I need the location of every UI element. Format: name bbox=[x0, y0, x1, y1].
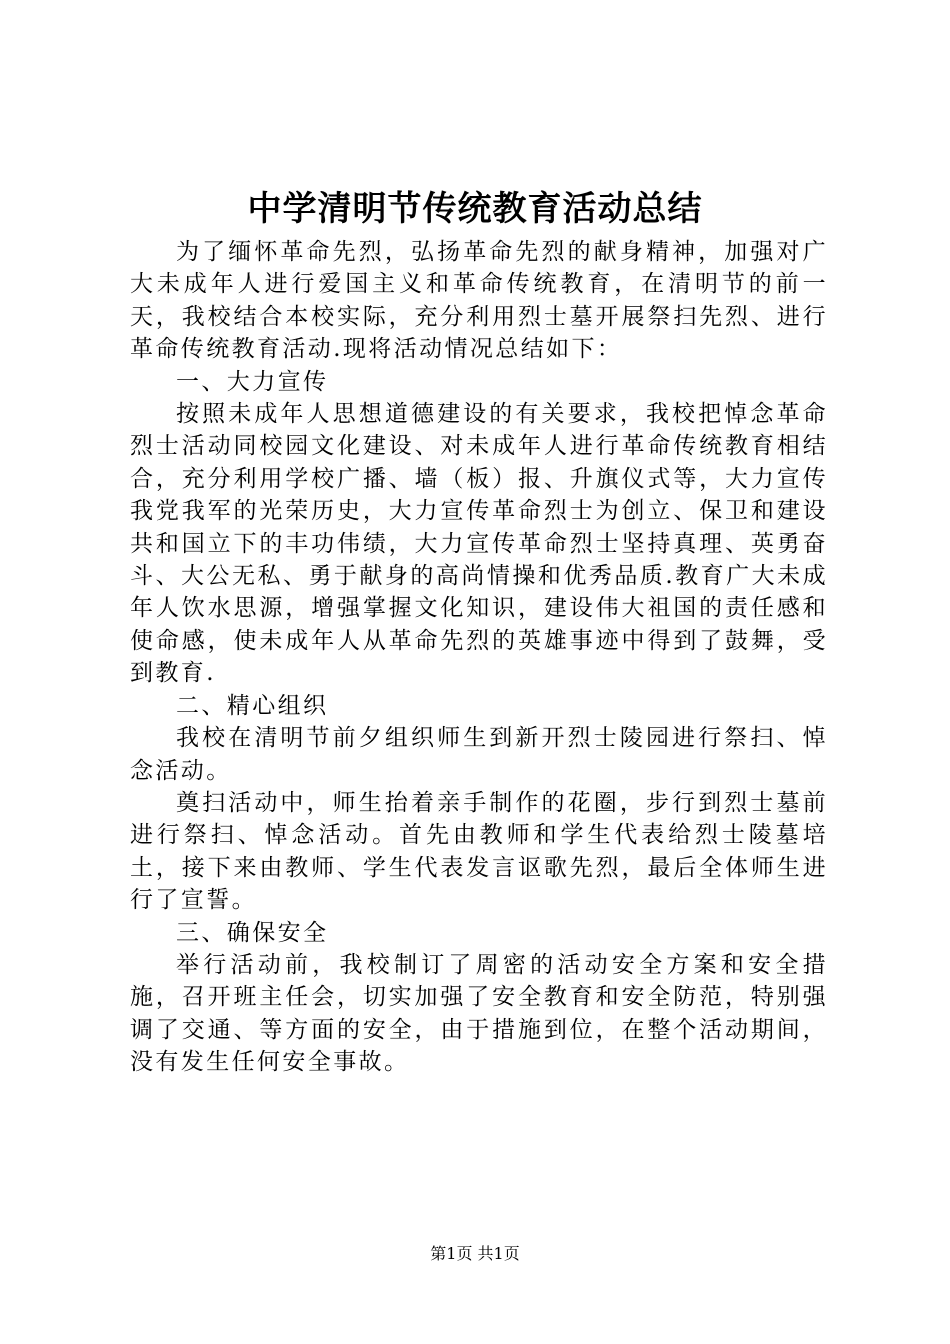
intro-paragraph: 为了缅怀革命先烈，弘扬革命先烈的献身精神，加强对广大未成年人进行爱国主义和革命传统教育，在清明节的前一天，我校结合本校实际，充分利用烈士墓开展祭扫先烈、进行革命传统教育活动.现将活动情况总结如下： bbox=[130, 239, 828, 363]
organization-paragraph: 我校在清明节前夕组织师生到新开烈士陵园进行祭扫、悼念活动。 bbox=[130, 725, 828, 784]
publicity-paragraph: 按照未成年人思想道德建设的有关要求，我校把悼念革命烈士活动同校园文化建设、对未成年人进行革命传统教育相结合，充分利用学校广播、墙（板）报、升旗仪式等，大力宣传我党我军的光荣历史，大力宣传革命烈士为创立、保卫和建设共和国立下的丰功伟绩，大力宣传革命烈士坚持真理、英勇奋斗、大公无私、勇于献身的高尚情操和优秀品质.教育广大未成年人饮水思源，增强掌握文化知识，建设伟大祖国的责任感和使命感，使未成年人从革命先烈的英雄事迹中得到了鼓舞，受到教育. bbox=[130, 401, 828, 687]
document-body bbox=[130, 236, 828, 1079]
section-heading-organization: 二、精心组织 bbox=[176, 692, 329, 719]
document-title: 中学清明节传统教育活动总结 bbox=[247, 189, 703, 229]
safety-paragraph: 举行活动前，我校制订了周密的活动安全方案和安全措施，召开班主任会，切实加强了安全教育和安全防范，特别强调了交通、等方面的安全，由于措施到位，在整个活动期间，没有发生任何安全事故。 bbox=[130, 951, 828, 1076]
section-heading-safety: 三、确保安全 bbox=[176, 919, 329, 946]
section-heading-publicity: 一、大力宣传 bbox=[176, 368, 329, 395]
page-footer: 第1页 共1页 bbox=[430, 1244, 520, 1263]
ceremony-paragraph: 奠扫活动中，师生抬着亲手制作的花圈，步行到烈士墓前进行祭扫、悼念活动。首先由教师和学生代表给烈士陵墓培土，接下来由教师、学生代表发言讴歌先烈，最后全体师生进行了宣誓。 bbox=[130, 789, 828, 914]
